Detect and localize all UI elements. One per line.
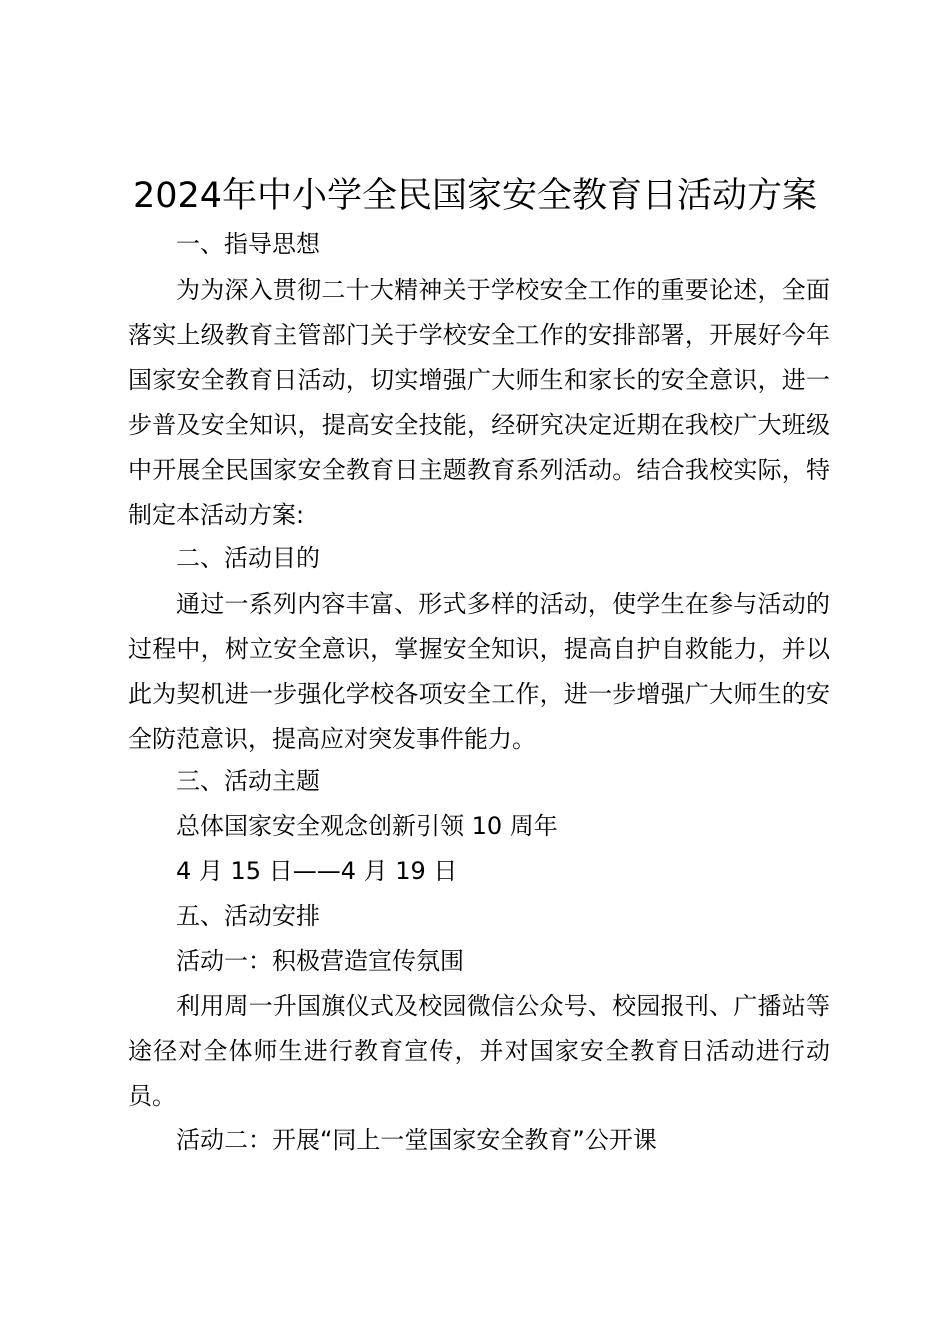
- heading-activity-purpose: 二、活动目的: [176, 544, 320, 572]
- heading-guiding-ideology: 一、指导思想: [176, 230, 320, 258]
- paragraph-guiding-ideology: 为为深入贯彻二十大精神关于学校安全工作的重要论述，全面落实上级教育主管部门关于学校安全工作的安排部署，开展好今年国家安全教育日活动，切实增强广大师生和家长的安全意识，进一步普及安全知识，提高安全技能，经研究决定近期在我校广大班级中开展全民国家安全教育日主题教育系列活动。结合我校实际，特制定本活动方案:: [128, 276, 830, 529]
- paragraph-activity-one: 利用周一升国旗仪式及校园微信公众号、校园报刊、广播站等途径对全体师生进行教育宣传，并对国家安全教育日活动进行动员。: [128, 992, 830, 1110]
- theme-text: 总体国家安全观念创新引领 10 周年: [176, 812, 558, 840]
- paragraph-activity-purpose: 通过一系列内容丰富、形式多样的活动，使学生在参与活动的过程中，树立安全意识，掌握安全知识，提高自护自救能力，并以此为契机进一步强化学校各项安全工作，进一步增强广大师生的安全防范意识，提高应对突发事件能力。: [128, 590, 830, 753]
- document-title: 2024年中小学全民国家安全教育日活动方案: [132, 176, 818, 216]
- heading-activity-arrangement: 五、活动安排: [176, 902, 320, 930]
- heading-activity-theme: 三、活动主题: [176, 767, 320, 795]
- activity-one-heading: 活动一：积极营造宣传氛围: [176, 947, 464, 975]
- activity-two-heading: 活动二：开展“同上一堂国家安全教育”公开课: [176, 1126, 657, 1154]
- activity-date-range: 4 月 15 日——4 月 19 日: [176, 857, 458, 885]
